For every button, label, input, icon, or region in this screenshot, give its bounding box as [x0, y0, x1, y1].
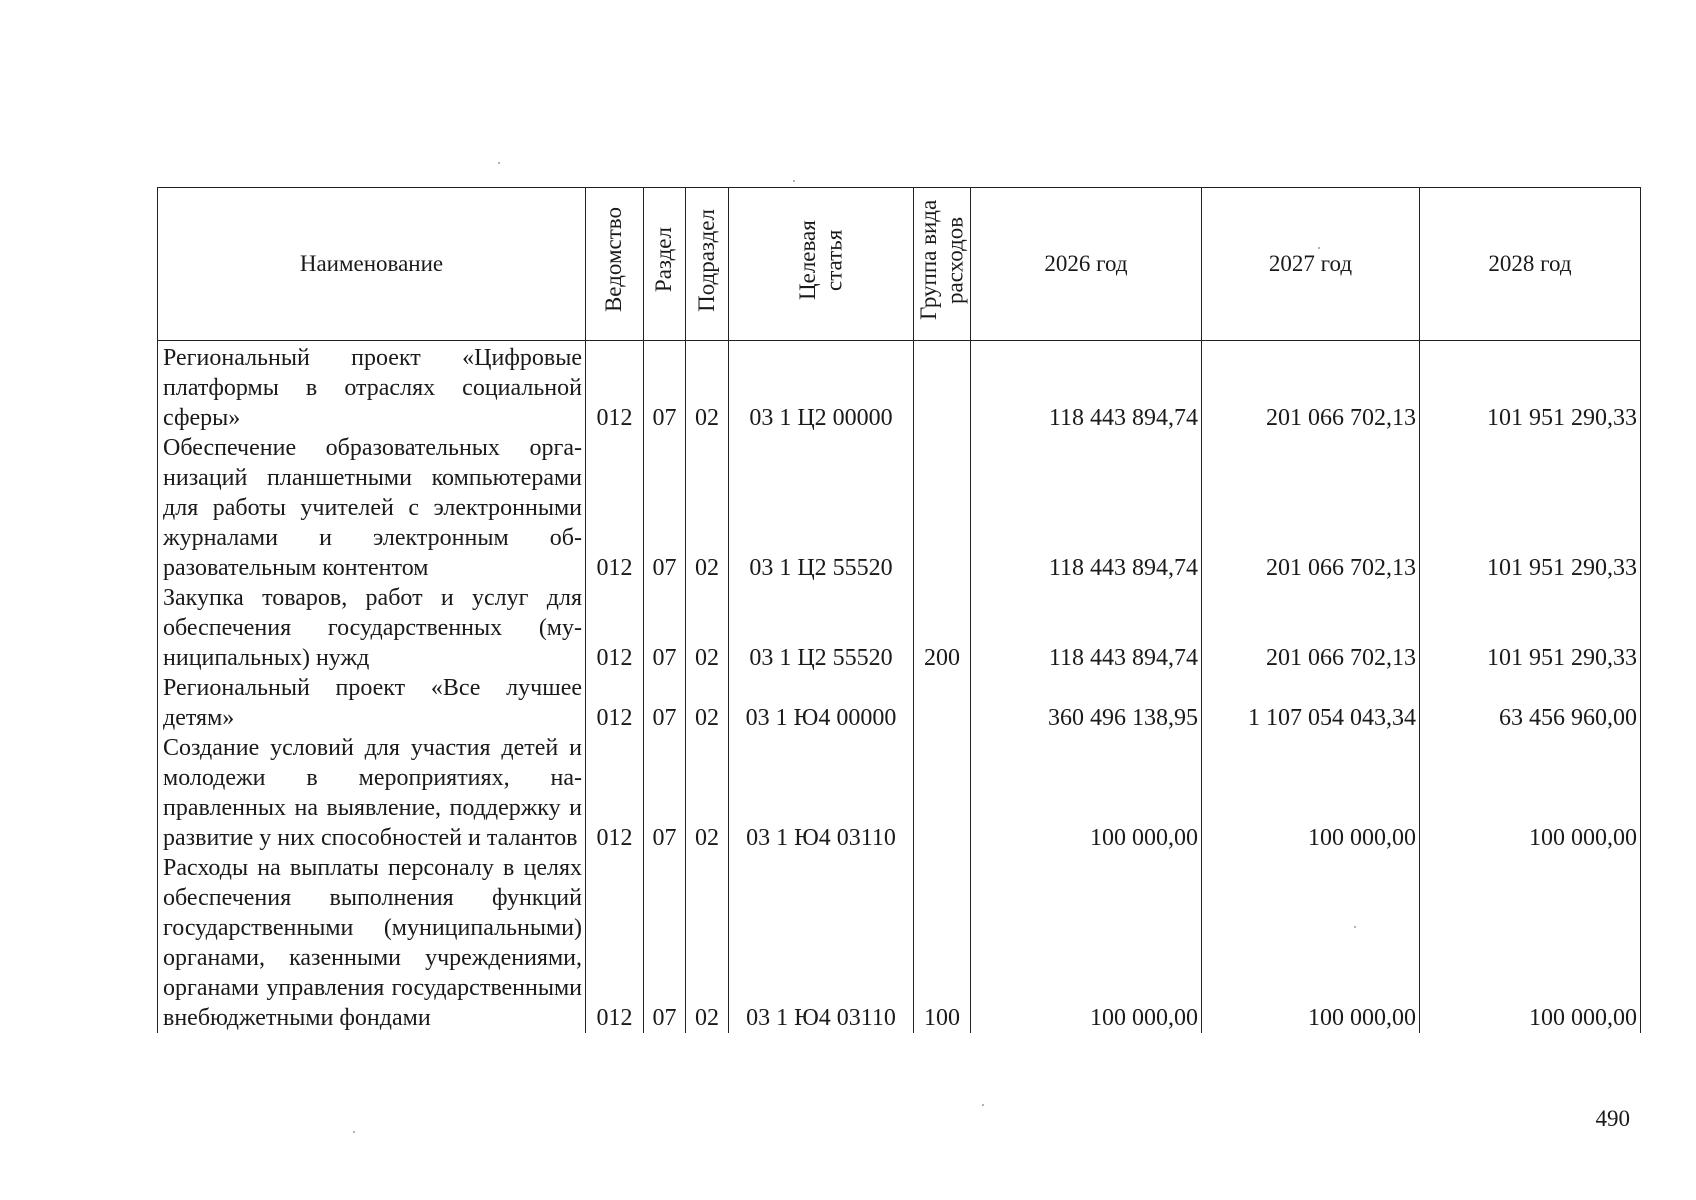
scan-speck [982, 1104, 984, 1106]
row-name: Региональный проект «Все лучшее детям» [158, 673, 586, 733]
row-target-article: 03 1 Ц2 55520 [729, 433, 914, 583]
row-amount-2026: 118 443 894,74 [971, 341, 1202, 434]
row-expense-group [914, 733, 971, 853]
row-amount-2026: 118 443 894,74 [971, 433, 1202, 583]
header-department-label: Ведомство [601, 207, 627, 313]
row-subsection: 02 [686, 733, 729, 853]
row-subsection: 02 [686, 433, 729, 583]
row-amount-2027: 201 066 702,13 [1202, 583, 1420, 673]
row-amount-2027: 100 000,00 [1202, 733, 1420, 853]
row-amount-2026: 100 000,00 [971, 853, 1202, 1033]
scan-speck [1318, 247, 1320, 249]
row-subsection: 02 [686, 853, 729, 1033]
header-section [644, 188, 686, 341]
row-amount-2026: 360 496 138,95 [971, 673, 1202, 733]
row-amount-2026: 118 443 894,74 [971, 583, 1202, 673]
scan-speck [353, 1131, 355, 1133]
header-2027 [1202, 188, 1420, 341]
table-row [158, 673, 1641, 733]
row-section: 07 [644, 583, 686, 673]
row-name: Создание условий для участия детей и молодежи в мероприятиях, направленных на выявление, поддержку и развитие у них способностей и талантов [158, 733, 586, 853]
header-2028-label: 2028 год [1488, 251, 1572, 276]
header-2028 [1420, 188, 1641, 341]
row-expense-group [914, 433, 971, 583]
table-header [158, 188, 1641, 341]
header-target-article [729, 188, 914, 341]
scan-speck [793, 180, 795, 182]
row-amount-2028: 100 000,00 [1420, 853, 1641, 1033]
row-name: Расходы на выплаты персоналу в целях обеспечения выполнения функций государственными (муниципальными) органами, казенными учреждениями, органами управления государственными внебюджетными фондами [158, 853, 586, 1033]
row-target-article: 03 1 Ц2 55520 [729, 583, 914, 673]
row-section: 07 [644, 853, 686, 1033]
row-name: Обеспечение образовательных организаций планшетными компьютерами для работы учителей с электронными журналами и электронным образовательным контентом [158, 433, 586, 583]
scan-speck [1354, 926, 1356, 928]
header-subsection [686, 188, 729, 341]
row-amount-2026: 100 000,00 [971, 733, 1202, 853]
row-department: 012 [586, 583, 644, 673]
row-department: 012 [586, 433, 644, 583]
table-row [158, 583, 1641, 673]
header-subsection-label: Подраздел [693, 208, 719, 312]
table-body [158, 341, 1641, 1034]
row-expense-group [914, 341, 971, 434]
header-expense-group-label: Группа вида расходов [915, 199, 967, 321]
row-subsection: 02 [686, 673, 729, 733]
header-row [158, 188, 1641, 341]
header-name-label: Наименование [299, 251, 444, 276]
row-subsection: 02 [686, 341, 729, 434]
row-target-article: 03 1 Ю4 03110 [729, 733, 914, 853]
header-expense-group [914, 188, 971, 341]
row-expense-group: 100 [914, 853, 971, 1033]
row-expense-group [914, 673, 971, 733]
row-target-article: 03 1 Ц2 00000 [729, 341, 914, 434]
header-2027-label: 2027 год [1268, 251, 1353, 276]
header-2026-label: 2026 год [1044, 251, 1128, 276]
row-name: Региональный проект «Цифровые платформы в отраслях социальной сферы» [158, 341, 586, 434]
row-subsection: 02 [686, 583, 729, 673]
row-expense-group: 200 [914, 583, 971, 673]
row-department: 012 [586, 341, 644, 434]
table-row [158, 341, 1641, 434]
scan-speck [498, 162, 500, 164]
row-department: 012 [586, 853, 644, 1033]
row-amount-2028: 63 456 960,00 [1420, 673, 1641, 733]
table-row [158, 733, 1641, 853]
row-target-article: 03 1 Ю4 00000 [729, 673, 914, 733]
header-section-label: Раздел [651, 227, 677, 293]
table-row [158, 433, 1641, 583]
row-section: 07 [644, 673, 686, 733]
row-department: 012 [586, 673, 644, 733]
header-2026 [971, 188, 1202, 341]
row-name: Закупка товаров, работ и услуг для обеспечения государственных (муниципальных) нужд [158, 583, 586, 673]
row-department: 012 [586, 733, 644, 853]
row-section: 07 [644, 733, 686, 853]
row-target-article: 03 1 Ю4 03110 [729, 853, 914, 1033]
row-amount-2028: 101 951 290,33 [1420, 433, 1641, 583]
header-name [158, 188, 586, 341]
row-amount-2028: 101 951 290,33 [1420, 341, 1641, 434]
header-department [586, 188, 644, 341]
row-section: 07 [644, 433, 686, 583]
row-amount-2027: 201 066 702,13 [1202, 341, 1420, 434]
row-amount-2027: 1 107 054 043,34 [1202, 673, 1420, 733]
row-amount-2028: 100 000,00 [1420, 733, 1641, 853]
row-amount-2027: 100 000,00 [1202, 853, 1420, 1033]
row-section: 07 [644, 341, 686, 434]
budget-table [157, 187, 1641, 1033]
table-row [158, 853, 1641, 1033]
row-amount-2027: 201 066 702,13 [1202, 433, 1420, 583]
page-number: 490 [1595, 1106, 1630, 1131]
row-amount-2028: 101 951 290,33 [1420, 583, 1641, 673]
header-target-article-label: Целевая статья [794, 220, 846, 300]
